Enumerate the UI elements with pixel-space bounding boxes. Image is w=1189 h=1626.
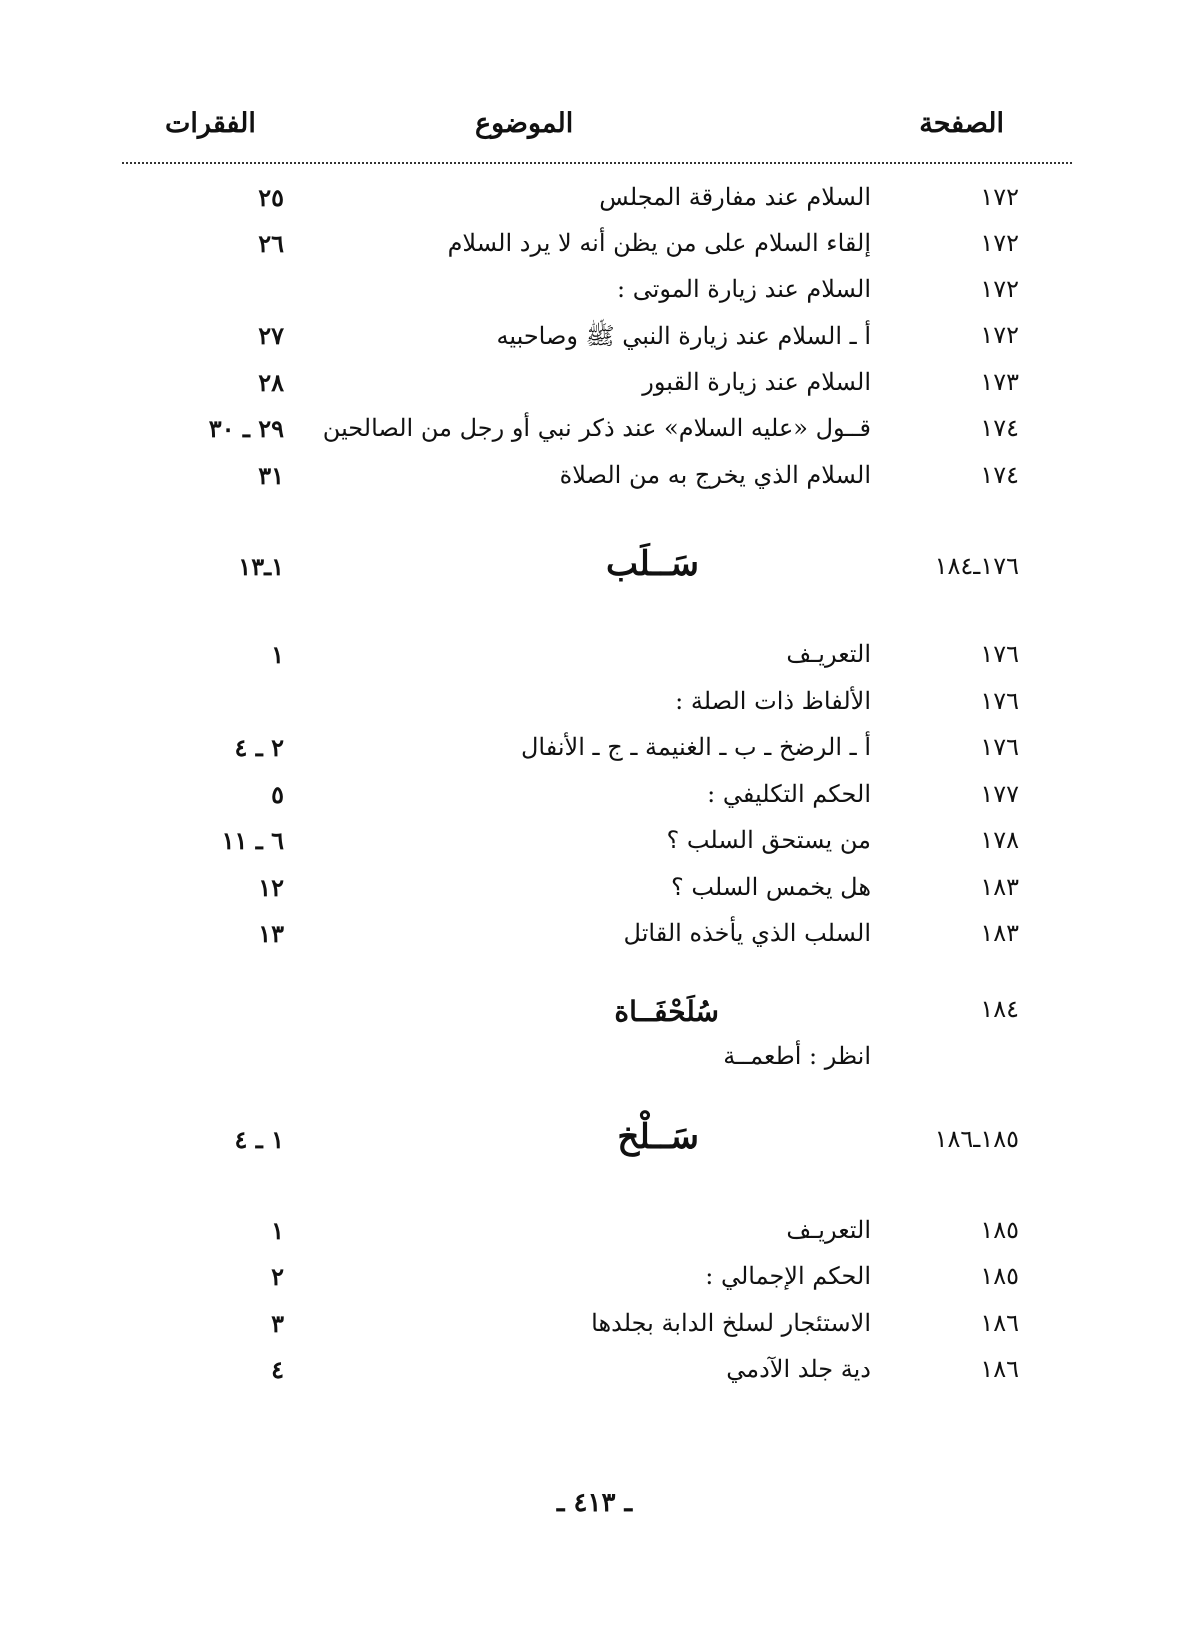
entry-topic: الحكم التكليفي : (707, 780, 871, 808)
index-row (0, 640, 1189, 684)
entry-paragraphs: ٢٧ (258, 321, 284, 350)
index-row (0, 733, 1189, 777)
entry-topic: التعريـف (786, 1216, 871, 1244)
header-topic-column: الموضوع (475, 108, 574, 139)
index-row (0, 1355, 1189, 1399)
entry-topic: أ ـ الرضخ ـ ب ـ الغنيمة ـ ج ـ الأنفال (520, 733, 871, 761)
entry-page: ١٧٦ (980, 733, 1019, 761)
entry-page: ١٨٥ (980, 1216, 1019, 1244)
entry-page: ١٨٥ـ١٨٦ (934, 1125, 1019, 1153)
entry-page: ١٧٨ (980, 826, 1019, 854)
entry-topic: انظر : أطعمــة (723, 1042, 871, 1070)
index-row (0, 687, 1189, 731)
entry-paragraphs: ١ ـ ٤ (234, 1125, 284, 1154)
index-row (0, 1262, 1189, 1306)
header-paragraphs-column: الفقرات (165, 108, 256, 139)
index-row (0, 919, 1189, 963)
entry-paragraphs: ٣ (271, 1309, 284, 1338)
index-row (0, 826, 1189, 870)
entry-topic: دية جلد الآدمي (726, 1355, 871, 1383)
entry-topic: قــول «عليه السلام» عند ذكر نبي أو رجل من الصالحين (322, 414, 871, 442)
entry-topic: الحكم الإجمالي : (705, 1262, 871, 1290)
entry-topic: إلقاء السلام على من يظن أنه لا يرد السلام (447, 229, 871, 257)
entry-paragraphs: ٢ ـ ٤ (234, 733, 284, 762)
entry-paragraphs: ١ (271, 1216, 284, 1245)
header-divider (122, 162, 1072, 164)
entry-topic: سَــلْخ (617, 1117, 699, 1157)
index-row (0, 780, 1189, 824)
section-heading-row (0, 544, 1189, 588)
entry-topic: أ ـ السلام عند زيارة النبي ﷺ وصاحبيه (496, 322, 871, 350)
index-row (0, 1216, 1189, 1260)
index-row (0, 1309, 1189, 1353)
entry-paragraphs: ١٣ (258, 919, 284, 948)
entry-page: ١٨٣ (980, 873, 1019, 901)
entry-topic: سُلَحْفَــاة (614, 995, 719, 1028)
entry-page: ١٧٦ (980, 640, 1019, 668)
header-page-column: الصفحة (919, 108, 1004, 139)
entry-topic: السلام الذي يخرج به من الصلاة (559, 461, 871, 489)
entry-page: ١٧٣ (980, 368, 1019, 396)
entry-page: ١٨٥ (980, 1262, 1019, 1290)
entry-page: ١٨٦ (980, 1355, 1019, 1383)
entry-page: ١٧٤ (980, 461, 1019, 489)
entry-page: ١٧٢ (980, 275, 1019, 303)
entry-topic: من يستحق السلب ؟ (666, 826, 871, 854)
entry-page: ١٧٦ (980, 687, 1019, 715)
entry-page: ١٧٢ (980, 321, 1019, 349)
entry-topic: هل يخمس السلب ؟ (670, 873, 871, 901)
entry-topic: الاستئجار لسلخ الدابة بجلدها (591, 1309, 871, 1337)
entry-topic: السلب الذي يأخذه القاتل (623, 919, 871, 947)
entry-topic: سَــلَب (605, 544, 699, 584)
index-row (0, 275, 1189, 319)
index-row (0, 414, 1189, 458)
entry-paragraphs: ١ (271, 640, 284, 669)
index-row (0, 321, 1189, 365)
entry-topic: السلام عند زيارة الموتى : (616, 275, 871, 303)
index-row (0, 461, 1189, 505)
entry-paragraphs: ١٢ (258, 873, 284, 902)
entry-page: ١٧٤ (980, 414, 1019, 442)
entry-page: ١٨٦ (980, 1309, 1019, 1337)
entry-page: ١٧٦ـ١٨٤ (934, 552, 1019, 580)
index-row (0, 229, 1189, 273)
entry-page: ١٧٧ (980, 780, 1019, 808)
entry-paragraphs: ٢٩ ـ ٣٠ (208, 414, 284, 443)
entry-paragraphs: ٣١ (258, 461, 284, 490)
index-row (0, 995, 1189, 1039)
index-row (0, 368, 1189, 412)
index-row (0, 183, 1189, 227)
entry-page: ١٨٣ (980, 919, 1019, 947)
entry-page: ١٧٢ (980, 183, 1019, 211)
index-row (0, 873, 1189, 917)
entry-paragraphs: ٥ (271, 780, 284, 809)
page-number: ـ ٤١٣ ـ (556, 1488, 633, 1518)
entry-topic: السلام عند زيارة القبور (642, 368, 871, 396)
entry-topic: التعريـف (786, 640, 871, 668)
entry-page: ١٧٢ (980, 229, 1019, 257)
see-also-row (0, 1042, 1189, 1086)
entry-paragraphs: ٦ ـ ١١ (221, 826, 284, 855)
entry-topic: الألفاظ ذات الصلة : (675, 687, 871, 715)
entry-paragraphs: ٢ (271, 1262, 284, 1291)
section-heading-row (0, 1117, 1189, 1161)
entry-paragraphs: ٢٥ (258, 183, 284, 212)
entry-paragraphs: ٢٨ (258, 368, 284, 397)
entry-page: ١٨٤ (980, 995, 1019, 1023)
entry-paragraphs: ١ـ١٣ (238, 552, 284, 581)
entry-paragraphs: ٢٦ (258, 229, 284, 258)
entry-paragraphs: ٤ (271, 1355, 284, 1384)
entry-topic: السلام عند مفارقة المجلس (599, 183, 871, 211)
